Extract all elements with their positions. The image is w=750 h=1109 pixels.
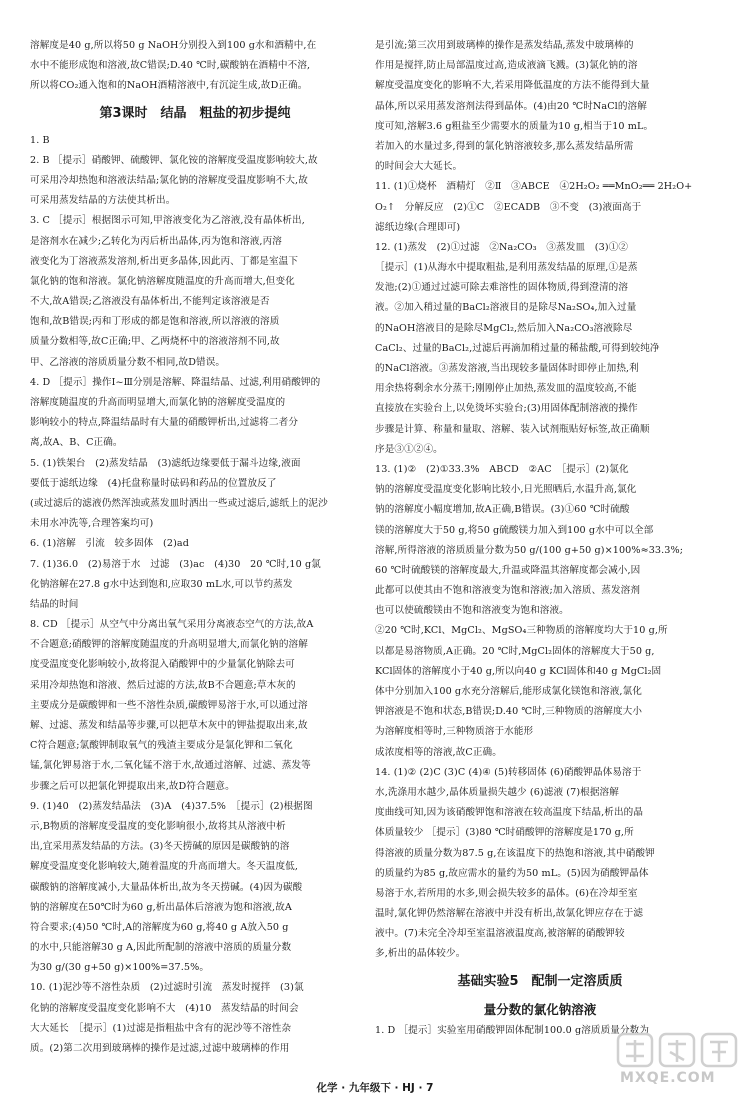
text-line: 滤纸边缘(合理即可) [375,221,461,233]
text-line: 化钠的溶解度受温度变化影响不大 (4)10 蒸发结晶的时间会 [30,1002,299,1014]
text-line: 体质量较少 ［提示］(3)80 ℃时硝酸钾的溶解度是170 g,所 [375,827,634,839]
text-line: 水,洗涤用水越少,晶体质量损失越少 (6)滤液 (7)根据溶解 [375,786,619,798]
text-line: 多,析出的晶体较少。 [375,948,466,960]
text-line: 可采用冷却热饱和溶液法结晶;氯化钠的溶解度受温度影响不大,故 [30,174,308,186]
text-line: 14. (1)② (2)C (3)C (4)④ (5)转移固体 (6)硝酸钾晶体易溶于 [375,766,642,778]
text-line: 体中分别加入100 g水充分溶解后,能形成氯化镁饱和溶液,氯化 [375,686,642,697]
text-line: (或过滤后的滤液仍然浑浊或蒸发皿时洒出一些或过滤后,滤纸上的泥沙 [30,497,328,509]
text-line: KCl固体的溶解度小于40 g,所以向40 g KCl固体和40 g MgCl₂固 [375,665,662,677]
text-line: 此都可以使其由不饱和溶液变为饱和溶液;加入溶质、蒸发溶剂 [375,585,641,597]
text-line: 锰,氯化钾易溶于水,二氧化锰不溶于水,故通过溶解、过滤、蒸发等 [30,760,311,772]
text-line: 是引流;第三次用到玻璃棒的操作是蒸发结晶,蒸发中玻璃棒的 [375,40,634,51]
text-line: 可采用蒸发结晶的方法使其析出。 [30,195,176,207]
watermark-logo [616,1030,742,1092]
text-line: 钠的溶解度在50℃时为60 g,析出晶体后溶液为饱和溶液,故A [30,901,292,913]
text-line: 解度受温度变化的影响不大,若采用降低温度的方法不能得到大量 [375,80,650,92]
section-heading: 基础实验5 配制一定溶质质 [457,973,623,989]
left-column [30,36,360,1059]
text-line: 序是③①②④。 [375,443,443,455]
text-line: 11. (1)①烧杯 酒精灯 ②Ⅱ ③ABCE ④2H₂O₂ ══MnO₂══ 2H₂O+ [375,181,693,193]
text-line: 1. D ［提示］实验室用硝酸钾固体配制100.0 g溶质质量分数为 [375,1024,650,1036]
text-line: 甲、乙溶液的溶质质量分数不相同,故D错误。 [30,356,226,368]
text-line: 12. (1)蒸发 (2)①过滤 ②Na₂CO₃ ③蒸发皿 (3)①② [375,241,629,253]
text-line: 饱和,故B错误;丙和丁形成的都是饱和溶液,所以溶液的溶质 [30,316,280,328]
text-line: 也可以使硫酸镁由不饱和溶液变为饱和溶液。 [375,605,569,617]
text-line: 离,故A、B、C正确。 [30,437,123,449]
watermark-stamp-icon [616,1030,742,1070]
text-line: 结晶的时间 [30,598,79,610]
text-line: ［提示］(1)从海水中提取粗盐,是利用蒸发结晶的原理,①是蒸 [375,262,638,274]
text-line: 7. (1)36.0 (2)易溶于水 过滤 (3)ac (4)30 20 ℃时,10 g氯 [30,558,321,570]
text-line: 的水中,只能溶解30 g A,因此所配制的溶液中溶质的质量分数 [30,942,292,954]
text-line: 的NaCl溶液。③蒸发溶液,当出现较多量固体时即停止加热,利 [375,363,639,374]
text-line: 的质量约为85 g,故应需水的量约为50 mL。(5)因为硝酸钾晶体 [375,867,649,879]
text-line: 溶解度是40 g,所以将50 g NaOH分别投入到100 g水和酒精中,在 [30,40,317,51]
text-line: 的时间会大大延长。 [375,161,463,173]
text-line: 度可知,溶解3.6 g粗盐至少需要水的质量为10 g,相当于10 mL。 [375,120,654,132]
text-line: 直接放在实验台上,以免烫坏实验台;(3)用固体配制溶液的操作 [375,403,638,415]
text-line: ②20 ℃时,KCl、MgCl₂、MgSO₄三种物质的溶解度均大于10 g,所 [375,625,668,637]
text-line: 出,宜采用蒸发结晶的方法。(3)冬天捞碱的原因是碳酸钠的溶 [30,841,290,853]
text-line: 8. CD ［提示］从空气中分离出氧气采用分离液态空气的方法,故A [30,619,314,631]
text-line: 溶解,所得溶液的溶质质量分数为50 g/(100 g+50 g)×100%≈33.3%; [375,544,684,556]
text-line: 为30 g/(30 g+50 g)×100%=37.5%。 [30,962,210,974]
text-line: 采用冷却热饱和溶液、然后过滤的方法,故B不合题意;草木灰的 [30,679,296,691]
right-column [375,36,705,1041]
text-line: 氯化钠的饱和溶液。氯化钠溶解度随温度的升高而增大,但变化 [30,275,295,287]
text-line: 大大延长 ［提示］(1)过滤是指粗盐中含有的泥沙等不溶性杂 [30,1022,292,1034]
text-line: 1. B [30,134,50,146]
text-line: 碳酸钠的溶解度减小,大量晶体析出,故为冬天捞碱。(4)因为碳酸 [30,881,303,893]
text-line: 步骤是计算、称量和量取、溶解、装入试剂瓶贴好标签,故正确顺 [375,423,650,435]
text-line: 水中不能形成饱和溶液,故C错误;D.40 ℃时,碳酸钠在酒精中不溶, [30,60,311,72]
text-line: 不大,故A错误;乙溶液没有晶体析出,不能判定该溶液是否 [30,296,270,308]
text-line: 钠的溶解度小幅度增加,故A正确,B错误。(3)①60 ℃时硫酸 [375,504,630,516]
text-line: 成浓度相等的溶液,故C正确。 [375,746,502,758]
page-footer: 化学 · 九年级下 · HJ · 7 [316,1082,434,1094]
text-line: 晶体,所以采用蒸发溶剂法得到晶体。(4)由20 ℃时NaCl的溶解 [375,100,647,112]
text-line: 溶解度随温度的升高而明显增大,而氯化钠的溶解度受温度的 [30,397,286,408]
text-line: 符合要求;(4)50 ℃时,A的溶解度为60 g,将40 g A放入50 g [30,921,289,933]
text-line: 是溶剂水在减少;乙转化为丙后析出晶体,丙为饱和溶液,丙溶 [30,235,282,247]
text-line: 用余热将剩余水分蒸干;刚刚停止加热,蒸发皿的温度较高,不能 [375,383,637,395]
text-line: 要低于滤纸边缘 (4)托盘称量时砝码和药品的位置放反了 [30,477,277,489]
text-line: 发池;(2)①通过过滤可除去难溶性的固体物质,得到澄清的溶 [375,282,629,294]
text-line: CaCl₂、过量的BaCl₂,过滤后再滴加稍过量的稀盐酸,可得到较纯净 [375,342,660,354]
section-heading-continued: 量分数的氯化钠溶液 [483,1001,597,1017]
text-line: 度受温度变化影响较小,故将混入硝酸钾中的少量氯化钠除去可 [30,659,295,671]
text-line: 6. (1)溶解 引流 较多固体 (2)ad [30,538,189,550]
text-line: 4. D ［提示］操作Ⅰ~Ⅲ分别是溶解、降温结晶、过滤,利用硝酸钾的 [30,376,321,388]
text-line: 影响较小的特点,降温结晶时有大量的硝酸钾析出,过滤将二者分 [30,417,299,429]
text-line: 液变化为丁溶液蒸发溶剂,析出更多晶体,因此丙、丁都是室温下 [30,255,299,267]
text-line: 2. B ［提示］硝酸钾、硫酸钾、氯化铵的溶解度受温度影响较大,故 [30,154,318,166]
text-line: 所以将CO₂通入饱和的NaOH酒精溶液中,有沉淀生成,故D正确。 [30,80,308,92]
section-heading: 第3课时 结晶 粗盐的初步提纯 [99,105,291,121]
text-line: 示,B物质的溶解度受温度的变化影响很小,故将其从溶液中析 [30,820,286,832]
text-line: 易溶于水,若所用的水多,则会损失较多的晶体。(6)在冷却至室 [375,887,638,899]
text-line: 以都是易溶物质,A正确。20 ℃时,MgCl₂固体的溶解度大于50 g, [375,645,655,657]
text-line: 若加入的水量过多,得到的氯化钠溶液较多,那么蒸发结晶所需 [375,140,634,152]
text-line: 温时,氯化钾仍然溶解在溶液中并没有析出,故氯化钾应存在于滤 [375,908,644,920]
text-line: 液中。(7)未完全冷却至室温溶液温度高,被溶解的硝酸钾较 [375,928,625,940]
text-line: O₂↑ 分解反应 (2)①C ②ECADB ③不变 (3)液面高于 [375,201,642,213]
text-line: 镁的溶解度大于50 g,将50 g硫酸镁力加入到100 g水中可以全部 [375,524,654,536]
text-line: 钠的溶解度受温度变化影响比较小,日光照晒后,水温升高,氯化 [375,484,637,496]
text-line: 钾溶液是不饱和状态,B错误;D.40 ℃时,三种物质的溶解度大小 [375,706,643,718]
text-line: 度曲线可知,因为该硝酸钾饱和溶液在较高温度下结晶,析出的晶 [375,807,644,819]
text-line: 质。(2)第二次用到玻璃棒的操作是过滤,过滤中玻璃棒的作用 [30,1043,290,1054]
text-line: 10. (1)泥沙等不溶性杂质 (2)过滤时引流 蒸发时搅拌 (3)氯 [30,982,304,994]
text-line: 5. (1)铁架台 (2)蒸发结晶 (3)滤纸边缘要低于漏斗边缘,液面 [30,457,301,469]
text-line: 得溶液的质量分数为87.5 g,在该温度下的热饱和溶液,其中硝酸钾 [375,847,655,859]
text-line: 解、过滤、蒸发和结晶等步骤,可以把草木灰中的钾盐提取出来,故 [30,720,308,731]
text-line: 的NaOH溶液目的是除尽MgCl₂,然后加入Na₂CO₃溶液除尽 [375,322,633,334]
text-line: 作用是搅拌,防止局部温度过高,造成液滴飞溅。(3)氯化钠的溶 [375,60,638,72]
text-line: 主要成分是碳酸钾和一些不溶性杂质,碳酸钾易溶于水,可以通过溶 [30,699,308,711]
text-line: 质量分数相等,故C正确;甲、乙两烧杯中的溶液溶剂不同,故 [30,336,280,348]
text-line: 60 ℃时硫酸镁的溶解度最大,升温或降温其溶解度都会减小,因 [375,564,641,576]
watermark-text: MXQE.COM [620,1070,716,1086]
text-line: 液。②加入稍过量的BaCl₂溶液目的是除尽Na₂SO₄,加入过量 [375,302,637,314]
text-line: 9. (1)40 (2)蒸发结晶法 (3)A (4)37.5% ［提示］(2)根据图 [30,800,313,812]
text-line: 步骤之后可以把氯化钾提取出来,故D符合题意。 [30,780,235,792]
text-line: 不合题意;硝酸钾的溶解度随温度的升高明显增大,而氯化钠的溶解 [30,639,308,651]
text-line: 13. (1)② (2)①33.3% ABCD ②AC ［提示］(2)氯化 [375,463,629,475]
text-line: 解度受温度变化影响较大,随着温度的升高而增大。冬天温度低, [30,861,299,873]
text-line: C符合题意;氯酸钾制取氧气的残渣主要成分是氯化钾和二氧化 [30,740,293,752]
text-line: 3. C ［提示］根据图示可知,甲溶液变化为乙溶液,没有晶体析出, [30,215,305,227]
text-line: 为溶解度相等时,三种物质溶于水能形 [375,726,534,738]
text-line: 化钠溶解在27.8 g水中达到饱和,应取30 mL水,可以节约蒸发 [30,578,293,590]
text-line: 未用水冲洗等,合理答案均可) [30,518,154,530]
